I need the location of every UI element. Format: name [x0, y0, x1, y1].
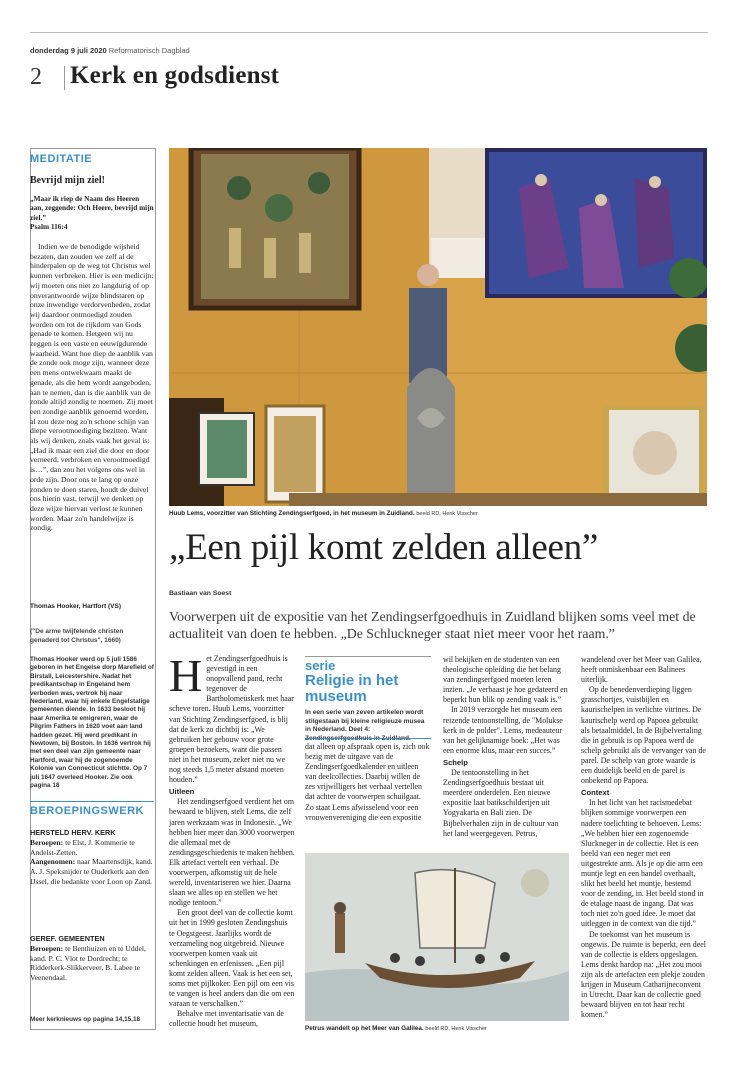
- paragraph: [169, 650, 295, 785]
- article-column-3: [443, 655, 569, 839]
- article-lead: Voorwerpen uit de expositie van het Zendingserfgoedhuis in Zuidland blijken soms veel met de actualiteit van doen te hebben. „De Schluckneger staat niet meer voor het raam.”: [169, 609, 696, 641]
- article-headline: „Een pijl komt zelden alleen”: [169, 527, 598, 568]
- herv-block: [30, 828, 154, 887]
- paragraph: In 2019 verzorgde het museum een reizende tentoonstelling, de "Molukse kerk in de polder". Lems, medeauteur van het gelijknamige boek: „Het was een enorme klus, maar een succes.”: [443, 705, 563, 755]
- meditatie-bio: Thomas Hooker werd op 5 juli 1586 geboren in het Engelse dorp Marefield of Birstall, Leicestershire. Nadat het predikantschap in Engeland hem verboden was, vertrok hij naar Nederland, waar hij enkele Engelstalige gemeenten diende. In 1633 besloot hij naar Amerika te emigreren, waar de Pilgrim Fathers in 1620 voet aan land hadden gezet. Hij werd predikant in Newtown, bij Boston. In 1636 vertrok hij met een deel van zijn gemeente naar Hartford, waar hij de zogenoemde Kolonie van Connecticut stichtte. Op 7 juli 1647 overleed Hooker. Zie ook pagina 18: [30, 656, 154, 790]
- meditatie-label: MEDITATIE: [30, 153, 93, 165]
- museum-photo-art: [169, 148, 707, 506]
- article-byline: Bastiaan van Soest: [169, 590, 232, 597]
- petrus-batik-photo: [305, 853, 569, 1021]
- serie-label: serie: [305, 658, 336, 673]
- serie-box: [305, 658, 431, 743]
- serie-rule-top: [305, 656, 431, 657]
- geref-beroepen: [30, 944, 154, 983]
- paragraph: Een groot deel van de collectie komt uit het in 1999 gesloten Zendingshuis te Oegstgeest. Jaarlijks wordt de verzameling nog uitgebreid. Nieuwe voorwerpen komen vaak uit schenkingen en erfenissen. „Een pijl komt zelden alleen. Vaak is het een set, soms met pijlkoker. Een pijl om een vis te vangen is heel anders dan die om een varaan te verschalken.”: [169, 908, 295, 1009]
- meditatie-body: Indien we de benodigde wijsheid bezaten, dan zouden we zelf al de hinderpalen op de weg tot Christus wel kunnen verbreken. Hier is een medicijn: wij moeten ons niet zo langdurig of op onverantwoorde wijze blindstaren op onze inwendige verdorvenheden, zodat wij daardoor ontmoedigd zouden worden om tot de rijkdom van Gods genade te komen. Hetgeen wij nu zeggen is een vaste en eeuwigdurende waarheid. Want hoe diep de aanblik van de zonde ook moge zijn, wanneer deze een mens ontwekwaam maakt de genade, als die hem wordt aangeboden, aan te nemen, dan is die aanblik van de zonde altijd zondig te noemen. Zij moet een zondige aanblik genoemd worden, al zou deze nog zo'n schone schijn van diepe verootmoediging bezitten. Want als wij denken, zoals vaak het geval is: „Had ik maar een ziel die door en door verneerd, verbroken en verootmoedigd is…”, dan zou het volgens ons wel in orde zijn. Door ons te lang op onze zonden te doen staren, houdt de duivel ons hierin vast, terwijl we denken op deze wijze hiervan verlost te kunnen worden. Maar zo'n handelwijze is zondig.: [30, 242, 154, 533]
- geref-block: [30, 934, 154, 983]
- meditatie-author: Thomas Hooker, Hartfort (VS): [30, 603, 122, 610]
- page-number: 2: [30, 64, 42, 90]
- article-column-4: [581, 655, 707, 1020]
- subheading-schelp: Schelp: [443, 757, 468, 767]
- photo2-caption-text: Petrus wandelt op het Meer van Galilea.: [305, 1025, 424, 1032]
- dateline: [30, 46, 190, 55]
- herv-beroepen-text: te Elst, J. Kommerie te Andelst-Zetten.: [30, 837, 135, 857]
- herv-heading: HERSTELD HERV. KERK: [30, 828, 116, 837]
- article-column-2: [305, 742, 431, 823]
- serie-rule-bottom: [305, 738, 431, 739]
- subheading-context: Context: [581, 788, 610, 798]
- paragraph: dat alleen op afspraak open is, zich ook bezig met de uitgave van de Zendingserfgoedkalender en uitleen van deelcollecties. Daarbij willen de zes vrijwilligers het verhaal vertellen dat achter de voorwerpen schuilgaat. Zo staat Lems afwisselend voor een vrouwenvereniging die een expositie: [305, 742, 430, 822]
- photo-credit: beeld RD, Henk Visscher: [416, 511, 478, 517]
- quote-text: „Maar ik riep de Naam des Heeren aan, zeggende: Och Heere, bevrijd mijn ziel.”: [30, 194, 154, 222]
- header-divider: [64, 66, 65, 90]
- herv-beroepen: [30, 838, 154, 858]
- geref-heading: GEREF. GEMEENTEN: [30, 934, 105, 943]
- museum-photo: [169, 148, 707, 506]
- herv-beroepen-label: Beroepen:: [30, 837, 64, 847]
- masthead-rule: [30, 32, 708, 33]
- geref-beroepen-label: Beroepen:: [30, 943, 64, 953]
- photo2-caption: [305, 1025, 569, 1032]
- meditatie-quote: [30, 194, 154, 232]
- article-column-1: [169, 650, 295, 1029]
- paragraph: Het zendingserfgoed verdient het om bewaard te blijven, stelt Lems, die zelf jaren werkzaam was in Indonesië. „We hebben hier meer dan 3000 voorwerpen die allemaal met de zendingsgeschiedenis te maken hebben. Elk artefact vertelt een verhaal. De voorwerpen, afkomstig uit de hele wereld, inventariseren we hier. Daarna slaan we alles op en stellen we het nodige tentoon.”: [169, 797, 295, 908]
- beroepingswerk-label: BEROEPINGSWERK: [30, 805, 144, 817]
- petrus-batik-art: [305, 853, 569, 1021]
- herv-aangenomen-text: naar Maartensdijk, kand. A. J. Speksnijder te Ouderkerk aan den IJssel, die bedankte voor Loon op Zand.: [30, 857, 153, 886]
- issue-date: donderdag 9 juli 2020: [30, 46, 107, 55]
- photo-caption-text: Huub Lems, voorzitter van Stichting Zendingserfgoed, in het museum in Zuidland.: [169, 510, 415, 517]
- paragraph: Behalve met inventarisatie van de collectie houdt het museum,: [169, 1009, 284, 1029]
- paragraph: wil bekijken en de studenten van een theologische opleiding die het belang van zendingserfgoed moeten leren inzien. „Je verbaast je hoe gedateerd en beperkt hun blik op zending vaak is.”: [443, 655, 568, 705]
- dropcap: H: [169, 650, 203, 701]
- paragraph: De tentoonstelling in het Zendingserfgoedhuis bestaat uit meerdere onderdelen. Een nieuwe expositie laat batikschilderijen uit Yogyakarta en Bali zien. De Bijbelverhalen zijn in de cultuur van het land weergegeven. Petrus,: [443, 768, 559, 838]
- section-title: Kerk en godsdienst: [70, 62, 280, 89]
- geref-beroepen-text: te Benthuizen en te Uddel, kand. P. C. Vlot te Dordrecht; te Ridderkerk-Slikkerveer, B. Labee te Veenendaal.: [30, 943, 146, 983]
- herv-aangenomen: [30, 857, 154, 886]
- photo-caption: [169, 510, 707, 517]
- serie-title: Religie in het museum: [305, 672, 399, 705]
- meditatie-title: Bevrijd mijn ziel!: [30, 175, 105, 186]
- paragraph: De toekomst van het museum is ongewis. De ruimte is beperkt, een deel van de collectie is elders opgeslagen. Lems denkt hardop na: „Het zou mooi zijn als de artefacten een plekje zouden krijgen in Museum Catharijneconvent in Utrecht. Daar kan de collectie goed bewaard blijven en tot haar recht komen.”: [581, 929, 706, 1020]
- paragraph-text: et Zendingserfgoedhuis is gevestigd in een onopvallend pand, recht tegenover de Bartholomeüskerk met haar scheve toren. Huub Lems, voorzitter van Stichting Zendingserfgoed, is blij dat de kerk zo dichtbij is: „We gebruiken het gebouw voor grote groepen bezoekers, want die passen niet in het museum, zeker niet nu we nog steeds 1,5 meter afstand moeten houden.”: [169, 654, 294, 785]
- beroepings-rule: [30, 801, 154, 802]
- paragraph: Op de benedenverdieping liggen grasschortjes, vuistbijlen en kaurischelpen in verlichte vitrines. De kaurischelp werd op Papoea gebruikt als betaalmiddel. In de Bijbelvertaling die in gebruik is op Papoea werd de schelp gebruikt als de vervanger van de parel. De schelp van grote waarde is een duidelijk beeld en de parel is onbekend op Papoea.: [581, 685, 706, 786]
- subheading-uitleen: Uitleen: [169, 787, 195, 797]
- meditatie-source: ("De arme twijfelende christen genaderd tot Christus", 1660): [30, 628, 124, 644]
- herv-aangenomen-label: Aangenomen:: [30, 857, 76, 867]
- photo2-credit: beeld RD, Henk Visscher: [425, 1026, 487, 1032]
- quote-reference: Psalm 116:4: [30, 222, 68, 232]
- paragraph: wandelend over het Meer van Galilea, heeft onmiskenbaar een Balinees uiterlijk.: [581, 655, 702, 685]
- more-news-link[interactable]: Meer kerknieuws op pagina 14,15,18: [30, 1016, 141, 1023]
- paragraph: In het licht van het racismedebat blijken sommige voorwerpen een nadere toelichting te behoeven. Lems: „We hebben hier een zogenoemde Sluckneger in de collectie. Het is een beeld van een neger met een uitgestrekte arm. Als je op die arm een muntje legt en een handel overhaalt, slikt het beeld het muntje, bestemd voor de zending, in. Het beeld stond in de etalage naast de ingang. Dat was toch niet zo'n goed idee. Je moet dat uitleggen in de context van die tijd.”: [581, 798, 704, 929]
- serie-text: In een serie van zeven artikelen wordt stilgestaan bij kleine religieuze musea in Nederland. Deel 4:: [305, 709, 425, 734]
- publication-name: Reformatorisch Dagblad: [108, 46, 190, 55]
